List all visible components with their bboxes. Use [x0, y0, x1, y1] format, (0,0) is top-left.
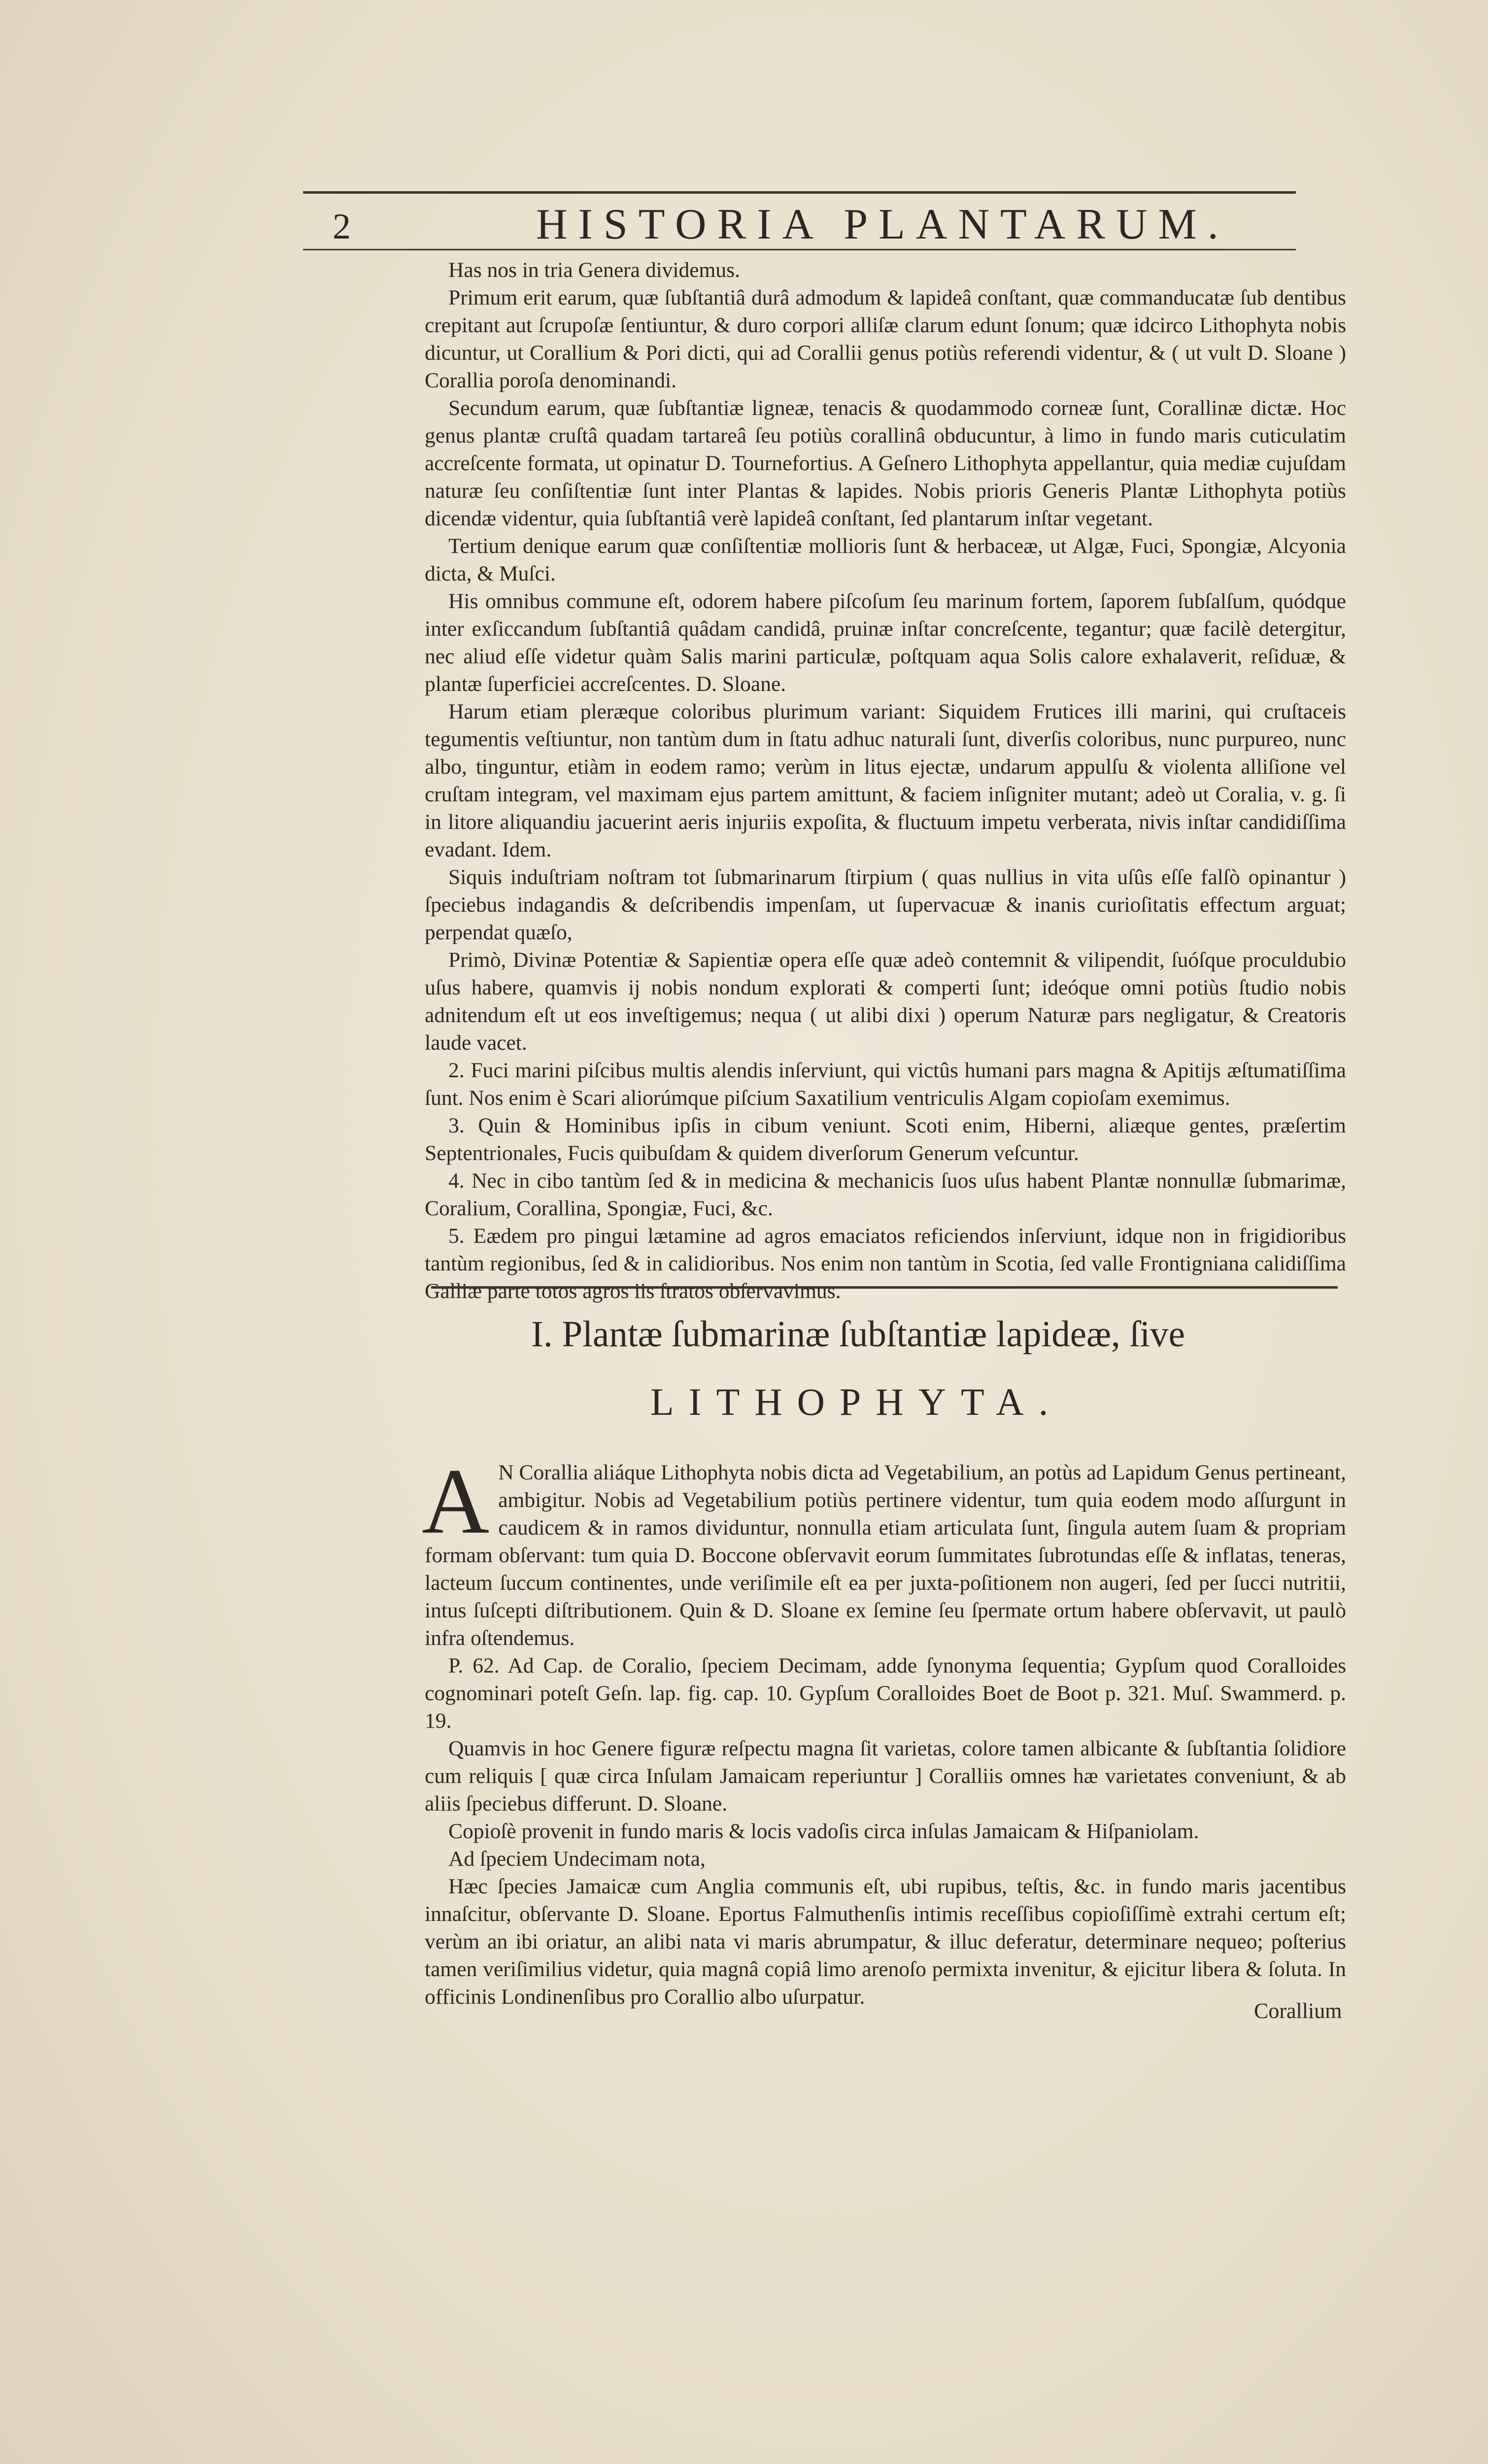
intro-paragraph: His omnibus commune eſt, odorem habere piſcoſum ſeu marinum fortem, ſaporem ſubſalſum, quódque inter exſiccandum ſubſtantiâ quâdam candidâ, pruinæ inſtar concreſcente, tegantur; quæ facilè detergitur, nec aliud eſſe videtur quàm Salis marini particulæ, poſtquam aqua Solis calore exhalaverit, reſiduæ, & plantæ ſuperficiei accreſcentes. D. Sloane. — [425, 589, 1346, 696]
section-rule — [431, 1286, 1338, 1289]
body-paragraph: P. 62. Ad Cap. de Coralio, ſpeciem Decimam, adde ſynonyma ſequentia; Gypſum quod Coralloides cognominari poteſt Geſn. lap. fig. cap. 10. Gypſum Coralloides Boet de Boot p. 321. Muſ. Swammerd. p. 19. — [425, 1654, 1346, 1733]
intro-paragraph: 2. Fuci marini piſcibus multis alendis inſerviunt, qui victûs humani pars magna & Apitijs æſtumatiſſima ſunt. Nos enim è Scari aliorúmque piſcium Saxatilium ventriculis Algam copioſam exemimus. — [425, 1059, 1346, 1110]
catchword: Corallium — [1254, 1999, 1342, 2023]
intro-paragraph: Tertium denique earum quæ conſiſtentiæ mollioris ſunt & herbaceæ, ut Algæ, Fuci, Spongiæ, Alcyonia dicta, & Muſci. — [425, 534, 1346, 585]
body-paragraph: Copioſè provenit in fundo maris & locis vadoſis circa inſulas Jamaicam & Hiſpaniolam. — [448, 1819, 1199, 1843]
section-subtitle: LITHOPHYTA. — [650, 1380, 1063, 1423]
intro-paragraph: Primò, Divinæ Potentiæ & Sapientiæ opera eſſe quæ adeò contemnit & vilipendit, ſuóſque proculdubio uſus habere, quamvis ij nobis nondum explorati & comperti ſunt; ideóque omni potiùs ſtudio nobis adnitendum eſt ut eos inveſtigemus; nequa ( ut alibi dixi ) operum Naturæ pars negligatur, & Creatoris laude vacet. — [425, 948, 1346, 1055]
intro-paragraph: Has nos in tria Genera dividemus. — [448, 258, 740, 282]
header-rule-bottom — [303, 249, 1296, 250]
body-paragraph: Ad ſpeciem Undecimam nota, — [448, 1847, 706, 1871]
intro-paragraph: Primum erit earum, quæ ſubſtantiâ durâ admodum & lapideâ conſtant, quæ commanducatæ ſub dentibus crepitant aut ſcrupoſæ ſentiuntur, & duro corpori alliſæ clarum edunt ſonum; quæ idcirco Lithophyta nobis dicuntur, ut Corallium & Pori dicti, qui ad Corallii genus potiùs referendi videntur, & ( ut vult D. Sloane ) Corallia poroſa denominandi. — [425, 286, 1346, 392]
intro-paragraph: 3. Quin & Hominibus ipſis in cibum veniunt. Scoti enim, Hiberni, aliæque gentes, præſertim Septentrionales, Fucis quibuſdam & quidem diverſorum Generum veſcuntur. — [425, 1114, 1346, 1165]
intro-paragraph: Harum etiam pleræque coloribus plurimum variant: Siquidem Frutices illi marini, qui cruſtaceis tegumentis veſtiuntur, non tantùm dum in ſtatu adhuc naturali ſunt, diverſis coloribus, nunc purpureo, nunc albo, tinguntur, etiàm in eodem ramo; verùm in litus ejectæ, undarum appulſu & violenta alliſione vel cruſtam integram, vel maximam ejus partem amittunt, & faciem inſigniter mutant; adeò ut Coralia, v. g. ſi in litore aliquandiu jacuerint aeris injuriis expoſita, & fluctuum impetu verberata, nivis inſtar candidiſſima evadant. Idem. — [425, 700, 1346, 861]
intro-paragraph: 4. Nec in cibo tantùm ſed & in medicina & mechanicis ſuos uſus habent Plantæ nonnullæ ſubmarimæ, Coralium, Corallina, Spongiæ, Fuci, &c. — [425, 1169, 1346, 1220]
body-text — [422, 1450, 1346, 2011]
section-title: I. Plantæ ſubmarinæ ſubſtantiæ lapideæ, ſive — [531, 1314, 1185, 1355]
body-paragraph: Quamvis in hoc Genere figuræ reſpectu magna ſit varietas, colore tamen albicante & ſubſtantia ſolidiore cum reliquis [ quæ circa Inſulam Jamaicam reperiuntur ] Coralliis omnes hæ varietates conveniunt, & ab aliis ſpeciebus differunt. D. Sloane. — [425, 1737, 1346, 1815]
intro-paragraph: Siquis induſtriam noſtram tot ſubmarinarum ſtirpium ( quas nullius in vita uſûs eſſe falſò opinantur ) ſpeciebus indagandis & deſcribendis impenſam, ut ſupervacuæ & inanis curioſitatis effectum arguat; perpendat quæſo, — [425, 865, 1346, 944]
drop-cap: A — [422, 1450, 490, 1553]
first-paragraph — [422, 1450, 1346, 1652]
first-paragraph-text: N Corallia aliáque Lithophyta nobis dicta ad Vegetabilium, an potùs ad Lapidum Genus pertineant, ambigitur. Nobis ad Vegetabilium potiùs pertinere videntur, tum quia eodem modo aſſurgunt in caudicem & in ramos dividuntur, nonnulla etiam articulata ſunt, ſingula autem ſuam & propriam formam obſervant: tum quia D. Boccone obſervavit eorum ſummitates ſubrotundas eſſe & inflatas, teneras, lacteum ſuccum continentes, unde veriſimile eſt ea per juxta-poſitionem non augeri, ſed per ſucci nutritii, intus ſuſcepti diſtributionem. Quin & D. Sloane ex ſemine ſeu ſpermate ortum habere obſervavit, ut paulò infra oſtendemus. — [425, 1461, 1346, 1650]
intro-paragraph: Secundum earum, quæ ſubſtantiæ ligneæ, tenacis & quodammodo corneæ ſunt, Corallinæ dictæ. Hoc genus plantæ cruſtâ quadam tartareâ ſeu potiùs corallinâ obducuntur, à limo in fundo maris cuticulatim accreſcente formata, ut opinatur D. Tournefortius. A Geſnero Lithophyta appellantur, quia mediæ cujuſdam naturæ ſeu conſiſtentiæ ſunt inter Plantas & lapides. Nobis prioris Generis Plantæ Lithophyta potiùs dicendæ videntur, quia ſubſtantiâ verè lapideâ conſtant, ſed plantarum inſtar vegetant. — [425, 396, 1346, 530]
running-head: HISTORIA PLANTARUM. — [536, 201, 1229, 248]
body-paragraph: Hæc ſpecies Jamaicæ cum Anglia communis eſt, ubi rupibus, teſtis, &c. in fundo maris jacentibus innaſcitur, obſervante D. Sloane. Eportus Falmuthenſis intimis receſſibus copioſiſſimè extrahi certum eſt; verùm an ibi oriatur, an alibi nata vi maris abrumpatur, & illuc deferatur, determinare nequeo; poſterius tamen veriſimilius videtur, quia magnâ copiâ limo arenoſo permixta invenitur, & ejicitur libera & ſoluta. In officinis Londinenſibus pro Corallio albo uſurpatur. — [425, 1875, 1346, 2009]
page-number: 2 — [333, 206, 351, 247]
header-rule-top — [303, 191, 1296, 194]
intro-text — [425, 256, 1346, 1305]
intro-paragraph: 5. Eædem pro pingui lætamine ad agros emaciatos reficiendos inſerviunt, idque non in frigidioribus tantùm regionibus, ſed & in calidioribus. Nos enim non tantùm in Scotia, ſed valle Frontigniana calidiſſima Galliæ parte totos agros iis ſtratos obſervavimus. — [425, 1224, 1346, 1303]
